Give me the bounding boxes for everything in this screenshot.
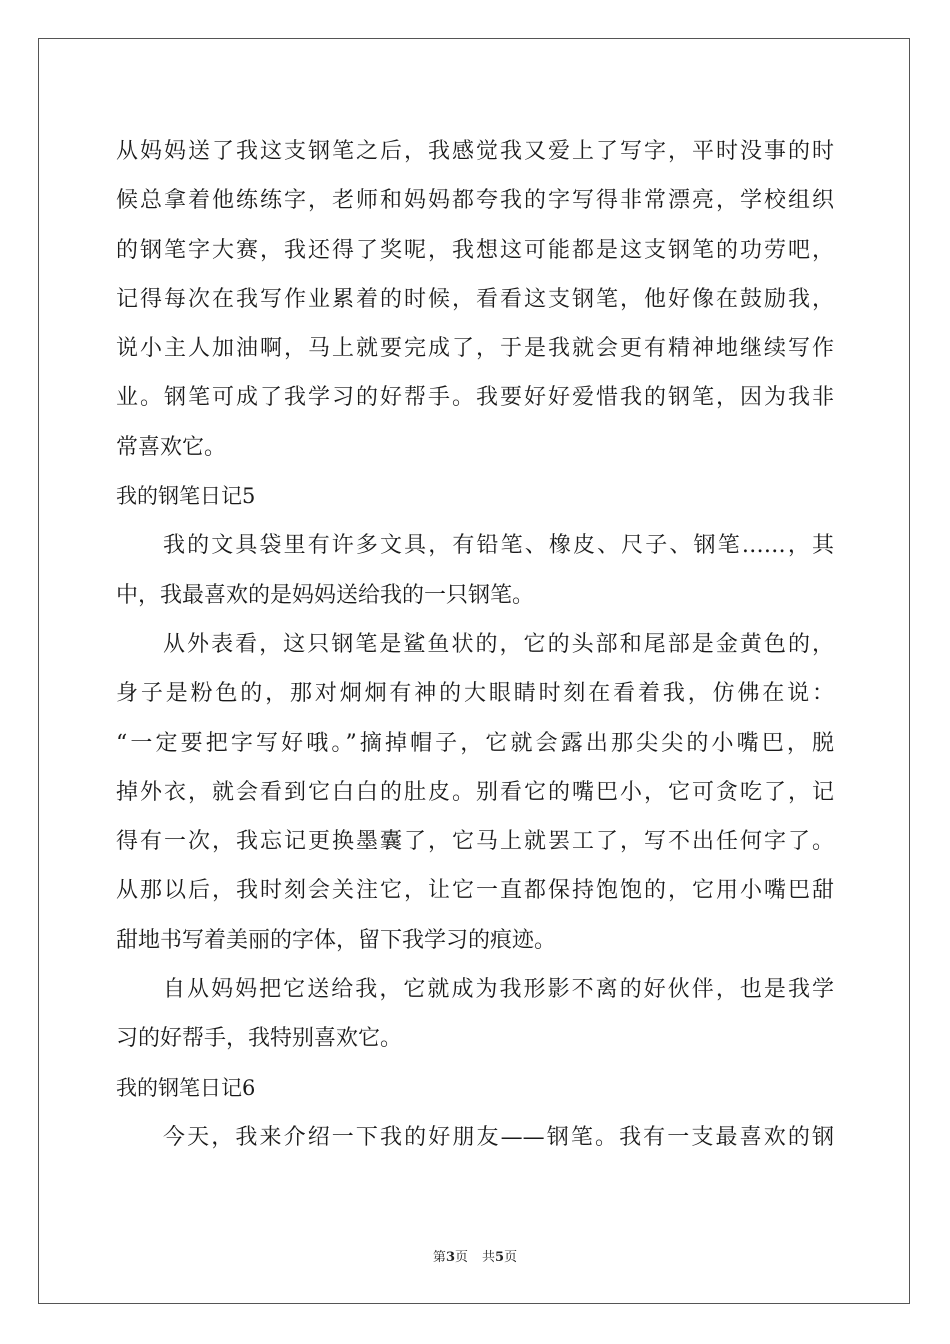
- text-line: 我的文具袋里有许多文具，有铅笔、橡皮、尺子、钢笔……，其: [163, 533, 834, 559]
- text-line: 业。钢笔可成了我学习的好帮手。我要好好爱惜我的钢笔，因为我非: [116, 385, 834, 411]
- page-current: 3: [445, 1250, 455, 1265]
- text-line: 得有一次，我忘记更换墨囊了，它马上就罢工了，写不出任何字了。: [116, 829, 834, 855]
- section-heading: 我的钢笔日记6: [116, 1075, 256, 1100]
- section-heading: 我的钢笔日记5: [116, 484, 256, 509]
- text-line: 候总拿着他练练字，老师和妈妈都夸我的字写得非常漂亮，学校组织: [116, 188, 834, 214]
- text-line: 甜地书写着美丽的字体，留下我学习的痕迹。: [116, 927, 557, 953]
- text-line: 的钢笔字大赛，我还得了奖呢，我想这可能都是这支钢笔的功劳吧，: [116, 237, 834, 263]
- text-line: 从那以后，我时刻会关注它，让它一直都保持饱饱的，它用小嘴巴甜: [116, 878, 834, 904]
- text-line: 掉外衣，就会看到它白白的肚皮。别看它的嘴巴小，它可贪吃了，记: [116, 779, 834, 805]
- page-suffix: 页: [454, 1250, 468, 1265]
- document-body: [116, 127, 834, 1162]
- text-line: 习的好帮手，我特别喜欢它。: [116, 1026, 403, 1052]
- total-prefix: 共: [482, 1250, 496, 1265]
- text-line: 常喜欢它。: [116, 434, 227, 460]
- page-prefix: 第: [432, 1250, 446, 1265]
- text-line: 今天，我来介绍一下我的好朋友——钢笔。我有一支最喜欢的钢: [163, 1124, 834, 1150]
- total-suffix: 页: [504, 1250, 518, 1265]
- text-line: 记得每次在我写作业累着的时候，看看这支钢笔，他好像在鼓励我，: [116, 286, 834, 312]
- text-line: “一定要把字写好哦。”摘掉帽子，它就会露出那尖尖的小嘴巴，脱: [116, 730, 834, 756]
- text-line: 身子是粉色的，那对炯炯有神的大眼睛时刻在看着我，仿佛在说：: [116, 681, 834, 707]
- text-line: 中，我最喜欢的是妈妈送给我的一只钢笔。: [116, 582, 535, 608]
- text-line: 从外表看，这只钢笔是鲨鱼状的，它的头部和尾部是金黄色的，: [163, 631, 834, 657]
- text-line: 说小主人加油啊，马上就要完成了，于是我就会更有精神地继续写作: [116, 336, 834, 362]
- page-total: 5: [495, 1250, 505, 1265]
- page-footer: [0, 1246, 950, 1265]
- text-line: 自从妈妈把它送给我，它就成为我形影不离的好伙伴，也是我学: [163, 977, 834, 1003]
- text-line: 从妈妈送了我这支钢笔之后，我感觉我又爱上了写字，平时没事的时: [116, 139, 834, 164]
